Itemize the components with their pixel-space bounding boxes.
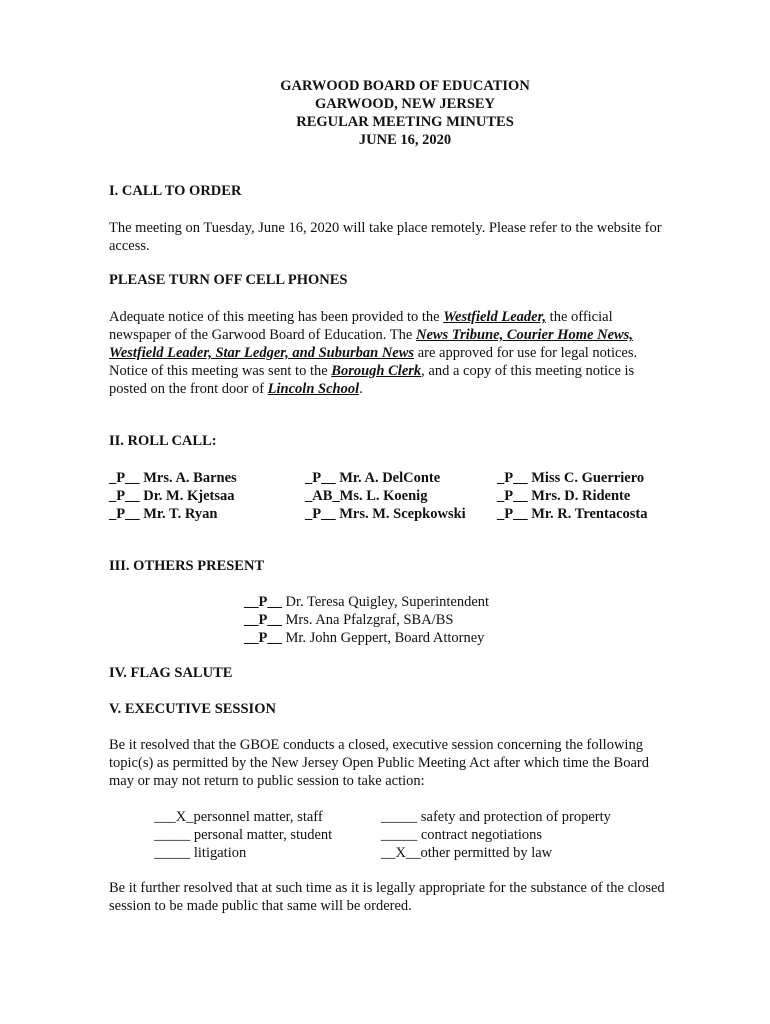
- resolution-line-1: Be it resolved that the GBOE conducts a closed, executive session concerning the following: [109, 737, 643, 753]
- further-resolution-line-1: Be it further resolved that at such time as it is legally appropriate for the substance of the closed: [109, 880, 665, 896]
- attendee: Dr. Teresa Quigley, Superintendent: [281, 594, 490, 610]
- flag-salute-heading: IV. FLAG SALUTE: [109, 665, 233, 681]
- notice-line-4: [109, 362, 634, 380]
- call-to-order-heading: I. CALL TO ORDER: [109, 183, 242, 199]
- resolution-line-2: topic(s) as permitted by the New Jersey Open Public Meeting Act after which time the Board: [109, 755, 649, 771]
- topic-item: _____ contract negotiations: [381, 827, 543, 843]
- list-item: [244, 593, 489, 611]
- notice-line-2: [109, 326, 633, 344]
- roll-call-member: _AB_Ms. L. Koenig: [305, 488, 428, 504]
- notice-line-1: [109, 308, 613, 326]
- others-present-heading: III. OTHERS PRESENT: [109, 558, 265, 574]
- roll-call-member: _P__ Mr. R. Trentacosta: [497, 506, 648, 522]
- cell-phones-heading: PLEASE TURN OFF CELL PHONES: [109, 272, 348, 288]
- topic-item: __X__other permitted by law: [381, 845, 553, 861]
- resolution-line-3: may or may not return to public session to take action:: [109, 773, 425, 789]
- roll-call-column-3: [497, 469, 648, 523]
- roll-call-member: _P__ Mr. A. DelConte: [305, 470, 441, 486]
- topic-item: _____ safety and protection of property: [381, 809, 611, 825]
- others-present-list: [244, 593, 489, 647]
- notice-text: Notice of this meeting was sent to the: [109, 363, 332, 379]
- executive-session-heading: V. EXECUTIVE SESSION: [109, 701, 276, 717]
- notice-text: posted on the front door of: [109, 381, 268, 397]
- document-header: [0, 77, 770, 149]
- notice-line-3: [109, 344, 637, 362]
- roll-call-heading: II. ROLL CALL:: [109, 433, 217, 449]
- newspapers-list: News Tribune, Courier Home News,: [415, 327, 633, 343]
- newspapers-list-2: Westfield Leader, Star Ledger, and Suburban News: [109, 345, 415, 361]
- notice-text: , and a copy of this meeting notice is: [421, 363, 635, 379]
- westfield-leader: Westfield Leader,: [443, 309, 547, 325]
- call-to-order-text-1: The meeting on Tuesday, June 16, 2020 will take place remotely. Please refer to the website for: [109, 220, 662, 236]
- roll-call-member: _P__ Mrs. M. Scepkowski: [305, 506, 466, 522]
- topics-right-column: [381, 808, 611, 862]
- list-item: [244, 611, 489, 629]
- roll-call-member: _P__ Mrs. A. Barnes: [109, 470, 237, 486]
- topic-item: _____ litigation: [154, 845, 247, 861]
- notice-text: Adequate notice of this meeting has been provided to the: [109, 309, 444, 325]
- roll-call-member: _P__ Dr. M. Kjetsaa: [109, 488, 235, 504]
- notice-text: newspaper of the Garwood Board of Education. The: [109, 327, 416, 343]
- presence-mark: __P__: [244, 630, 282, 646]
- notice-text: the official: [546, 309, 613, 325]
- call-to-order-text-2: access.: [109, 238, 150, 254]
- notice-text: are approved for use for legal notices.: [414, 345, 638, 361]
- presence-mark: __P__: [244, 612, 282, 628]
- header-line-4: JUNE 16, 2020: [358, 132, 452, 148]
- topic-item: _____ personal matter, student: [154, 827, 333, 843]
- notice-text: .: [359, 381, 363, 397]
- roll-call-member: _P__ Mrs. D. Ridente: [497, 488, 631, 504]
- attendee: Mr. John Geppert, Board Attorney: [281, 630, 485, 646]
- header-line-2: GARWOOD, NEW JERSEY: [314, 96, 496, 112]
- topics-left-column: [154, 808, 332, 862]
- list-item: [244, 629, 489, 647]
- roll-call-member: _P__ Miss C. Guerriero: [497, 470, 645, 486]
- roll-call-column-2: [305, 469, 466, 523]
- notice-line-5: [109, 380, 363, 398]
- borough-clerk: Borough Clerk: [331, 363, 422, 379]
- further-resolution-line-2: session to be made public that same will be ordered.: [109, 898, 412, 914]
- header-line-1: GARWOOD BOARD OF EDUCATION: [280, 78, 530, 94]
- roll-call-column-1: [109, 469, 237, 523]
- roll-call-member: _P__ Mr. T. Ryan: [109, 506, 218, 522]
- lincoln-school: Lincoln School: [267, 381, 360, 397]
- topic-item: ___X_personnel matter, staff: [154, 809, 323, 825]
- presence-mark: __P__: [244, 594, 282, 610]
- header-line-3: REGULAR MEETING MINUTES: [296, 114, 514, 130]
- attendee: Mrs. Ana Pfalzgraf, SBA/BS: [281, 612, 454, 628]
